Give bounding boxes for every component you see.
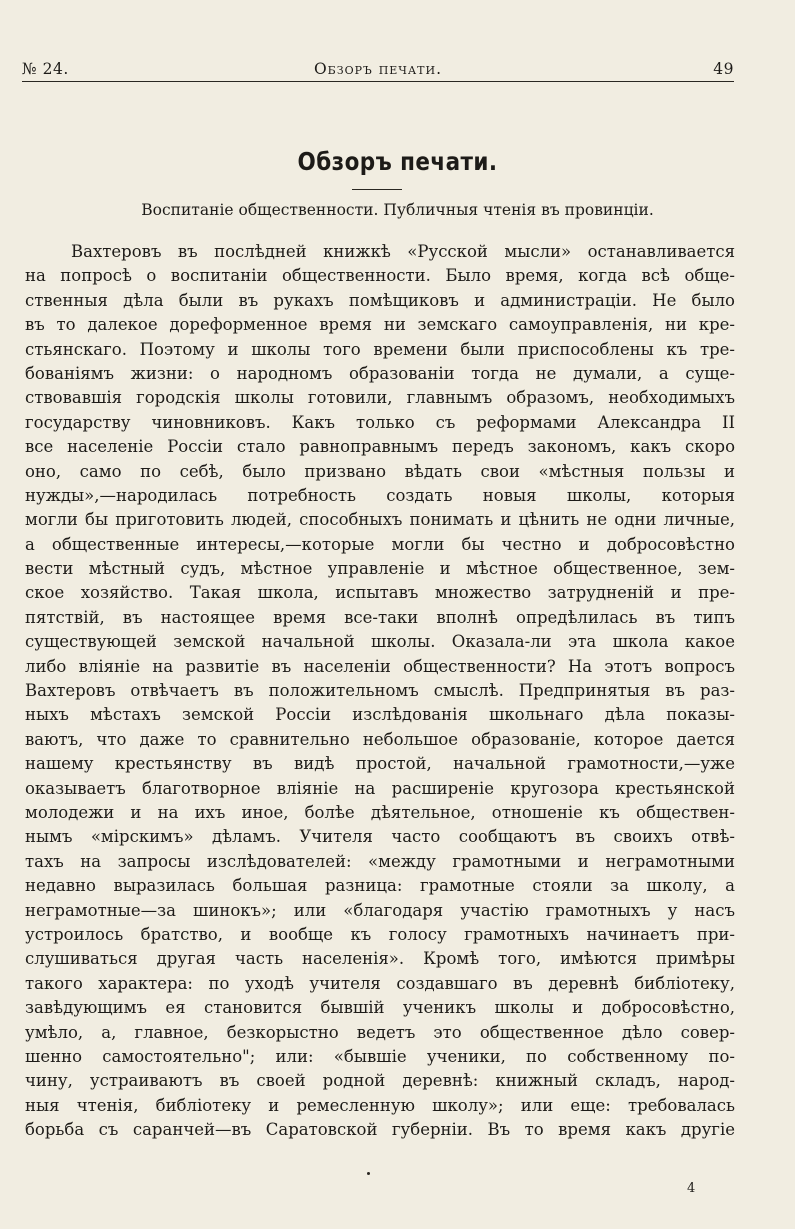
text-line: стьянскаго. Поэтому и школы того времени были приспособлены къ тре- [25,339,735,359]
text-line: тахъ на запросы изслѣдователей: «между грамотными и неграмотными [25,851,735,871]
text-line: на попросѣ о воспитаніи общественности. Было время, когда всѣ обще- [25,266,735,286]
text-line: могли бы приготовить людей, способныхъ понимать и цѣнить не одни личные, [25,510,735,530]
text-line: Вахтеровъ отвѣчаетъ въ положительномъ смыслѣ. Предпринятыя въ раз- [25,681,735,701]
text-line: шенно самостоятельно"; или: «бывшіе ученики, по собственному по- [25,1046,735,1066]
text-line: молодежи и на ихъ иное, болѣе дѣятельное, отношеніе къ обществен- [25,802,735,822]
text-line: государству чиновниковъ. Какъ только съ реформами Александра II [25,412,735,432]
text-line: недавно выразилась большая разница: грамотные стояли за школу, а [25,876,735,896]
text-line: ныхъ мѣстахъ земской Россіи изслѣдованія школьнаго дѣла показы- [25,705,735,725]
body-text [25,240,735,1142]
text-line: нымъ «мірскимъ» дѣламъ. Учителя часто сообщаютъ въ своихъ отвѣ- [25,827,735,847]
text-line: пятствій, въ настоящее время все-таки вполнѣ опредѣлилась въ типъ [25,607,735,627]
text-line: либо вліяніе на развитіе въ населеніи общественности? На этотъ вопросъ [25,656,735,676]
text-line: ныя чтенія, библіотеку и ремесленную школу»; или еще: требовалась [25,1095,735,1115]
text-line: завѣдующимъ ея становится бывшій ученикъ школы и добросовѣстно, [25,998,735,1018]
text-line: существующей земской начальной школы. Оказала-ли эта школа какое [25,632,735,652]
page-number: 49 [713,60,734,78]
text-line: умѣло, а, главное, безкорыстно ведетъ это общественное дѣло совер- [25,1022,735,1042]
text-line: слушиваться другая часть населенія». Кромѣ того, имѣются примѣры [25,949,735,969]
text-line: нужды»,—народилась потребность создать новыя школы, которыя [25,485,735,505]
text-line: чину, устраиваютъ въ своей родной деревнѣ: книжный складъ, народ- [25,1071,735,1091]
text-line: бованіямъ жизни: о народномъ образованіи тогда не думали, а суще- [25,363,735,383]
text-line: ствовавшія городскія школы готовили, главнымъ образомъ, необходимыхъ [25,388,735,408]
signature-mark: 4 [687,1181,696,1196]
text-line: а общественные интересы,—которые могли бы честно и добросовѣстно [25,534,735,554]
text-line: все населеніе Россіи стало равноправнымъ передъ закономъ, какъ скоро [25,437,735,457]
text-line: неграмотные—за шинокъ»; или «благодаря участію грамотныхъ у насъ [25,900,735,920]
text-line: въ то далекое дореформенное время ни земскаго самоуправленія, ни кре- [25,315,735,335]
text-line: нашему крестьянству въ видѣ простой, начальной грамотности,—уже [25,754,735,774]
text-line: оно, само по себѣ, было призвано вѣдать свои «мѣстныя пользы и [25,461,735,481]
text-line: оказываетъ благотворное вліяніе на расширеніе кругозора крестьянской [25,778,735,798]
text-line: Вахтеровъ въ послѣдней книжкѣ «Русской мысли» останавливается [71,242,735,261]
header-rule [22,81,734,82]
article-title: Обзоръ печати. [297,147,498,176]
running-head-title: Обзоръ печати. [313,60,443,78]
ink-dot [367,1172,370,1175]
issue-number: № 24. [22,60,69,78]
text-line: ское хозяйство. Такая школа, испытавъ множество затрудненій и пре- [25,583,735,603]
text-line: ваютъ, что даже то сравнительно небольшое образованіе, которое дается [25,729,735,749]
text-line: такого характера: по уходѣ учителя создавшаго въ деревнѣ библіотеку, [25,973,735,993]
text-line: борьба съ саранчей—въ Саратовской губерніи. Въ то время какъ другіе [25,1120,735,1140]
title-rule [352,189,402,190]
text-line: вести мѣстный судъ, мѣстное управленіе и мѣстное общественное, зем- [25,559,735,579]
text-line: устроилось братство, и вообще къ голосу грамотныхъ начинаетъ при- [25,924,735,944]
article-subtitle: Воспитаніе общественности. Публичныя чтенія въ провинціи. [141,201,654,219]
running-head [22,60,734,82]
text-line: ственныя дѣла были въ рукахъ помѣщиковъ и администраціи. Не было [25,290,735,310]
